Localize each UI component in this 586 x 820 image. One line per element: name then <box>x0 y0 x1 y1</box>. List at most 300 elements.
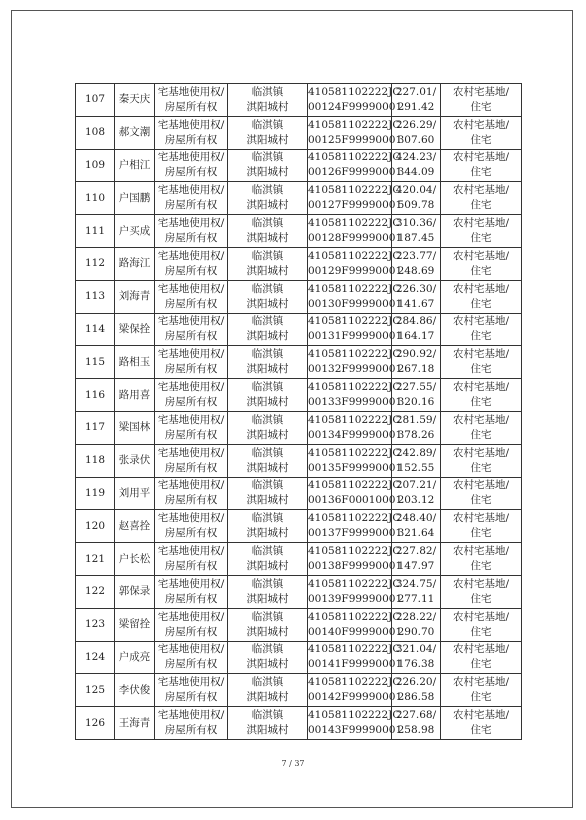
right-type-text: 宅基地使用权/ <box>157 282 225 295</box>
table-row <box>76 280 522 313</box>
land-use-text: 住宅 <box>470 264 492 277</box>
right-type-text: 房屋所有权 <box>164 527 218 540</box>
location-text: 临淇镇 <box>251 676 284 689</box>
owner-name-cell <box>115 346 155 379</box>
right-type-cell <box>155 379 228 412</box>
sequence-text: 111 <box>84 224 106 237</box>
parcel-code-cell <box>308 313 403 346</box>
parcel-code-text: 00136F00010001 <box>308 494 403 507</box>
area-text: 420.04/ <box>395 184 437 197</box>
land-use-cell <box>441 346 522 379</box>
parcel-code-text: 00141F99990001 <box>308 658 403 671</box>
area-text: 320.16 <box>397 396 435 409</box>
right-type-text: 宅基地使用权/ <box>157 413 225 426</box>
area-text: 284.86/ <box>395 315 437 328</box>
parcel-code-text: 00137F99990001 <box>308 527 403 540</box>
area-text: 321.64 <box>397 527 435 540</box>
right-type-text: 宅基地使用权/ <box>157 118 225 131</box>
land-use-text: 住宅 <box>470 166 492 179</box>
area-cell <box>392 674 441 707</box>
land-use-cell <box>441 543 522 576</box>
land-use-text: 住宅 <box>470 494 492 507</box>
area-text: 227.68/ <box>395 709 437 722</box>
parcel-code-text: 00128F99990001 <box>308 232 403 245</box>
area-cell <box>392 707 441 740</box>
area-cell <box>392 641 441 674</box>
land-use-text: 农村宅基地/ <box>452 348 510 361</box>
location-text: 淇阳城村 <box>246 264 289 277</box>
location-cell <box>228 411 308 444</box>
right-type-text: 房屋所有权 <box>164 625 218 638</box>
area-cell <box>392 510 441 543</box>
owner-name-cell <box>115 182 155 215</box>
area-cell <box>392 247 441 280</box>
location-text: 淇阳城村 <box>246 527 289 540</box>
sequence-cell <box>76 608 115 641</box>
parcel-code-text: 00138F99990001 <box>308 560 403 573</box>
area-text: 378.26 <box>397 428 435 441</box>
parcel-code-text: 00135F99990001 <box>308 461 403 474</box>
parcel-code-text: 00132F99990001 <box>308 363 403 376</box>
owner-name-cell <box>115 707 155 740</box>
location-cell <box>228 641 308 674</box>
right-type-text: 房屋所有权 <box>164 658 218 671</box>
land-use-text: 住宅 <box>470 199 492 212</box>
sequence-cell <box>76 116 115 149</box>
table-row <box>76 215 522 248</box>
owner-name-text: 梁保拴 <box>118 322 151 335</box>
parcel-code-cell <box>308 280 403 313</box>
area-text: 242.89/ <box>395 446 437 459</box>
table-row <box>76 543 522 576</box>
owner-name-cell <box>115 280 155 313</box>
sequence-cell <box>76 84 115 117</box>
parcel-code-text: 410581102222JC <box>308 479 401 492</box>
parcel-code-text: 00124F99990001 <box>308 100 403 113</box>
location-text: 淇阳城村 <box>246 297 289 310</box>
sequence-cell <box>76 674 115 707</box>
table-row <box>76 346 522 379</box>
land-use-text: 农村宅基地/ <box>452 413 510 426</box>
area-cell <box>392 215 441 248</box>
parcel-code-text: 410581102222JC <box>308 184 401 197</box>
location-text: 淇阳城村 <box>246 428 289 441</box>
location-text: 淇阳城村 <box>246 625 289 638</box>
sequence-cell <box>76 379 115 412</box>
right-type-text: 宅基地使用权/ <box>157 381 225 394</box>
area-text: 176.38 <box>397 658 435 671</box>
land-use-text: 住宅 <box>470 363 492 376</box>
right-type-text: 宅基地使用权/ <box>157 643 225 656</box>
location-cell <box>228 510 308 543</box>
owner-name-cell <box>115 641 155 674</box>
owner-name-text: 郝文潮 <box>118 126 151 139</box>
area-text: 152.55 <box>397 461 435 474</box>
sequence-text: 119 <box>84 486 106 499</box>
area-cell <box>392 84 441 117</box>
owner-name-text: 梁国林 <box>118 421 151 434</box>
owner-name-cell <box>115 215 155 248</box>
right-type-cell <box>155 116 228 149</box>
parcel-code-cell <box>308 510 403 543</box>
area-text: 291.42 <box>397 100 435 113</box>
right-type-cell <box>155 215 228 248</box>
sequence-text: 120 <box>84 519 106 532</box>
location-cell <box>228 346 308 379</box>
land-use-text: 住宅 <box>470 297 492 310</box>
location-text: 淇阳城村 <box>246 133 289 146</box>
sequence-cell <box>76 575 115 608</box>
right-type-cell <box>155 149 228 182</box>
owner-name-text: 路用喜 <box>118 388 151 401</box>
owner-name-text: 刘海青 <box>118 290 151 303</box>
parcel-code-text: 410581102222JC <box>308 413 401 426</box>
land-use-cell <box>441 608 522 641</box>
area-text: 424.23/ <box>395 151 437 164</box>
right-type-text: 房屋所有权 <box>164 363 218 376</box>
land-use-cell <box>441 116 522 149</box>
right-type-text: 宅基地使用权/ <box>157 545 225 558</box>
right-type-text: 房屋所有权 <box>164 592 218 605</box>
area-cell <box>392 280 441 313</box>
right-type-text: 宅基地使用权/ <box>157 151 225 164</box>
land-use-text: 农村宅基地/ <box>452 512 510 525</box>
location-text: 淇阳城村 <box>246 724 289 737</box>
land-use-text: 农村宅基地/ <box>452 577 510 590</box>
sequence-cell <box>76 215 115 248</box>
right-type-text: 房屋所有权 <box>164 396 218 409</box>
parcel-code-text: 00133F99990001 <box>308 396 403 409</box>
area-text: 344.09 <box>397 166 435 179</box>
area-text: 267.18 <box>397 363 435 376</box>
area-text: 307.60 <box>397 133 435 146</box>
parcel-code-cell <box>308 707 403 740</box>
land-use-cell <box>441 510 522 543</box>
table-row <box>76 510 522 543</box>
sequence-text: 115 <box>84 355 106 368</box>
land-use-cell <box>441 84 522 117</box>
area-cell <box>392 149 441 182</box>
parcel-code-cell <box>308 543 403 576</box>
owner-name-text: 户国鹏 <box>118 191 151 204</box>
parcel-code-cell <box>308 379 403 412</box>
area-text: 147.97 <box>397 560 435 573</box>
table-row <box>76 379 522 412</box>
parcel-code-text: 410581102222JC <box>308 217 401 230</box>
land-use-cell <box>441 477 522 510</box>
location-text: 临淇镇 <box>251 413 284 426</box>
land-use-cell <box>441 444 522 477</box>
sequence-cell <box>76 411 115 444</box>
page-number: 7 / 37 <box>281 759 305 768</box>
owner-name-text: 王海青 <box>118 716 151 729</box>
area-cell <box>392 346 441 379</box>
location-text: 临淇镇 <box>251 249 284 262</box>
location-text: 淇阳城村 <box>246 199 289 212</box>
table-row <box>76 149 522 182</box>
right-type-cell <box>155 444 228 477</box>
right-type-text: 房屋所有权 <box>164 560 218 573</box>
area-text: 324.75/ <box>395 577 437 590</box>
right-type-cell <box>155 543 228 576</box>
land-use-text: 农村宅基地/ <box>452 676 510 689</box>
right-type-text: 房屋所有权 <box>164 199 218 212</box>
owner-name-cell <box>115 149 155 182</box>
sequence-text: 122 <box>84 585 106 598</box>
right-type-text: 房屋所有权 <box>164 297 218 310</box>
owner-name-cell <box>115 444 155 477</box>
parcel-code-text: 00129F99990001 <box>308 264 403 277</box>
parcel-code-text: 00125F99990001 <box>308 133 403 146</box>
parcel-code-cell <box>308 575 403 608</box>
area-text: 226.29/ <box>395 118 437 131</box>
right-type-text: 房屋所有权 <box>164 691 218 704</box>
owner-name-text: 路海江 <box>118 257 151 270</box>
sequence-text: 114 <box>84 322 106 335</box>
right-type-text: 宅基地使用权/ <box>157 610 225 623</box>
right-type-cell <box>155 280 228 313</box>
location-text: 临淇镇 <box>251 545 284 558</box>
land-use-cell <box>441 575 522 608</box>
location-cell <box>228 313 308 346</box>
sequence-cell <box>76 510 115 543</box>
table-row <box>76 477 522 510</box>
area-text: 290.92/ <box>395 348 437 361</box>
parcel-code-cell <box>308 641 403 674</box>
location-text: 临淇镇 <box>251 348 284 361</box>
sequence-text: 116 <box>84 388 106 401</box>
land-use-text: 农村宅基地/ <box>452 610 510 623</box>
area-text: 281.59/ <box>395 413 437 426</box>
land-use-text: 农村宅基地/ <box>452 282 510 295</box>
land-use-text: 农村宅基地/ <box>452 85 510 98</box>
land-use-text: 住宅 <box>470 330 492 343</box>
area-cell <box>392 411 441 444</box>
records-table <box>75 83 522 740</box>
location-cell <box>228 707 308 740</box>
parcel-code-cell <box>308 608 403 641</box>
sequence-text: 108 <box>84 126 106 139</box>
area-text: 290.70 <box>397 625 435 638</box>
right-type-text: 宅基地使用权/ <box>157 577 225 590</box>
parcel-code-cell <box>308 477 403 510</box>
right-type-text: 房屋所有权 <box>164 100 218 113</box>
right-type-text: 宅基地使用权/ <box>157 217 225 230</box>
location-cell <box>228 149 308 182</box>
parcel-code-cell <box>308 182 403 215</box>
area-cell <box>392 608 441 641</box>
parcel-code-text: 00139F99990001 <box>308 592 403 605</box>
right-type-cell <box>155 608 228 641</box>
sequence-text: 123 <box>84 618 106 631</box>
location-text: 淇阳城村 <box>246 100 289 113</box>
table-row <box>76 313 522 346</box>
location-text: 淇阳城村 <box>246 232 289 245</box>
sequence-cell <box>76 182 115 215</box>
location-cell <box>228 84 308 117</box>
sequence-cell <box>76 707 115 740</box>
right-type-text: 宅基地使用权/ <box>157 446 225 459</box>
land-use-text: 住宅 <box>470 592 492 605</box>
location-text: 淇阳城村 <box>246 330 289 343</box>
land-use-text: 住宅 <box>470 527 492 540</box>
location-cell <box>228 674 308 707</box>
owner-name-cell <box>115 575 155 608</box>
parcel-code-text: 410581102222JC <box>308 249 401 262</box>
land-use-cell <box>441 641 522 674</box>
location-text: 临淇镇 <box>251 184 284 197</box>
area-text: 277.11 <box>397 592 435 605</box>
owner-name-cell <box>115 477 155 510</box>
table-row <box>76 575 522 608</box>
location-cell <box>228 477 308 510</box>
land-use-text: 农村宅基地/ <box>452 118 510 131</box>
parcel-code-text: 00143F99990001 <box>308 724 403 737</box>
land-use-text: 农村宅基地/ <box>452 315 510 328</box>
parcel-code-text: 410581102222JC <box>308 85 401 98</box>
right-type-text: 宅基地使用权/ <box>157 249 225 262</box>
parcel-code-text: 00131F99990001 <box>308 330 403 343</box>
area-text: 228.22/ <box>395 610 437 623</box>
area-text: 203.12 <box>397 494 435 507</box>
land-use-text: 农村宅基地/ <box>452 217 510 230</box>
parcel-code-text: 410581102222JC <box>308 381 401 394</box>
area-text: 258.98 <box>397 724 435 737</box>
sequence-cell <box>76 477 115 510</box>
owner-name-cell <box>115 411 155 444</box>
land-use-text: 农村宅基地/ <box>452 249 510 262</box>
table-row <box>76 608 522 641</box>
owner-name-cell <box>115 379 155 412</box>
area-text: 227.55/ <box>395 381 437 394</box>
land-use-text: 农村宅基地/ <box>452 446 510 459</box>
owner-name-cell <box>115 313 155 346</box>
parcel-code-text: 00130F99990001 <box>308 297 403 310</box>
parcel-code-text: 00126F99990001 <box>308 166 403 179</box>
land-use-cell <box>441 149 522 182</box>
parcel-code-cell <box>308 215 403 248</box>
parcel-code-text: 00127F99990001 <box>308 199 403 212</box>
land-use-cell <box>441 674 522 707</box>
parcel-code-text: 410581102222JC <box>308 151 401 164</box>
parcel-code-text: 410581102222JC <box>308 709 401 722</box>
owner-name-text: 户买成 <box>118 224 151 237</box>
owner-name-cell <box>115 116 155 149</box>
parcel-code-cell <box>308 346 403 379</box>
area-text: 164.17 <box>397 330 435 343</box>
parcel-code-cell <box>308 444 403 477</box>
table-row <box>76 116 522 149</box>
sequence-cell <box>76 641 115 674</box>
area-text: 286.58 <box>397 691 435 704</box>
parcel-code-text: 00142F99990001 <box>308 691 403 704</box>
sequence-text: 107 <box>84 93 106 106</box>
land-use-text: 住宅 <box>470 691 492 704</box>
sequence-text: 125 <box>84 683 106 696</box>
land-use-cell <box>441 280 522 313</box>
land-use-text: 农村宅基地/ <box>452 479 510 492</box>
parcel-code-text: 00134F99990001 <box>308 428 403 441</box>
right-type-text: 宅基地使用权/ <box>157 709 225 722</box>
parcel-code-text: 00140F99990001 <box>308 625 403 638</box>
area-text: 227.01/ <box>395 85 437 98</box>
land-use-cell <box>441 313 522 346</box>
owner-name-text: 路相玉 <box>118 355 151 368</box>
sequence-text: 124 <box>84 650 106 663</box>
land-use-cell <box>441 215 522 248</box>
right-type-text: 宅基地使用权/ <box>157 479 225 492</box>
land-use-text: 农村宅基地/ <box>452 381 510 394</box>
right-type-cell <box>155 346 228 379</box>
location-text: 临淇镇 <box>251 381 284 394</box>
right-type-text: 房屋所有权 <box>164 461 218 474</box>
area-cell <box>392 575 441 608</box>
right-type-cell <box>155 477 228 510</box>
location-text: 临淇镇 <box>251 85 284 98</box>
land-use-cell <box>441 379 522 412</box>
area-cell <box>392 379 441 412</box>
sequence-cell <box>76 280 115 313</box>
location-cell <box>228 215 308 248</box>
location-text: 淇阳城村 <box>246 396 289 409</box>
sequence-text: 112 <box>84 257 106 270</box>
owner-name-cell <box>115 608 155 641</box>
area-text: 310.36/ <box>395 217 437 230</box>
location-text: 临淇镇 <box>251 577 284 590</box>
parcel-code-text: 410581102222JC <box>308 577 401 590</box>
sequence-text: 126 <box>84 716 106 729</box>
parcel-code-text: 410581102222JC <box>308 676 401 689</box>
right-type-text: 房屋所有权 <box>164 724 218 737</box>
right-type-cell <box>155 707 228 740</box>
parcel-code-text: 410581102222JC <box>308 545 401 558</box>
right-type-text: 房屋所有权 <box>164 232 218 245</box>
land-use-text: 住宅 <box>470 625 492 638</box>
area-cell <box>392 116 441 149</box>
area-cell <box>392 477 441 510</box>
location-text: 临淇镇 <box>251 643 284 656</box>
sequence-text: 121 <box>84 552 106 565</box>
owner-name-text: 秦天庆 <box>118 93 151 106</box>
area-text: 207.21/ <box>395 479 437 492</box>
location-cell <box>228 444 308 477</box>
owner-name-text: 李伏俊 <box>118 683 151 696</box>
area-cell <box>392 543 441 576</box>
parcel-code-text: 410581102222JC <box>308 512 401 525</box>
land-use-text: 住宅 <box>470 560 492 573</box>
location-text: 临淇镇 <box>251 315 284 328</box>
parcel-code-text: 410581102222JC <box>308 282 401 295</box>
location-cell <box>228 247 308 280</box>
location-text: 临淇镇 <box>251 479 284 492</box>
location-text: 临淇镇 <box>251 709 284 722</box>
land-use-text: 住宅 <box>470 100 492 113</box>
location-text: 淇阳城村 <box>246 494 289 507</box>
parcel-code-text: 410581102222JC <box>308 446 401 459</box>
right-type-text: 房屋所有权 <box>164 330 218 343</box>
area-text: 509.78 <box>397 199 435 212</box>
area-cell <box>392 182 441 215</box>
right-type-text: 房屋所有权 <box>164 133 218 146</box>
land-use-text: 农村宅基地/ <box>452 184 510 197</box>
location-cell <box>228 182 308 215</box>
table-row <box>76 674 522 707</box>
land-use-text: 住宅 <box>470 396 492 409</box>
sequence-text: 118 <box>84 454 106 467</box>
land-use-cell <box>441 182 522 215</box>
area-cell <box>392 444 441 477</box>
location-text: 临淇镇 <box>251 118 284 131</box>
